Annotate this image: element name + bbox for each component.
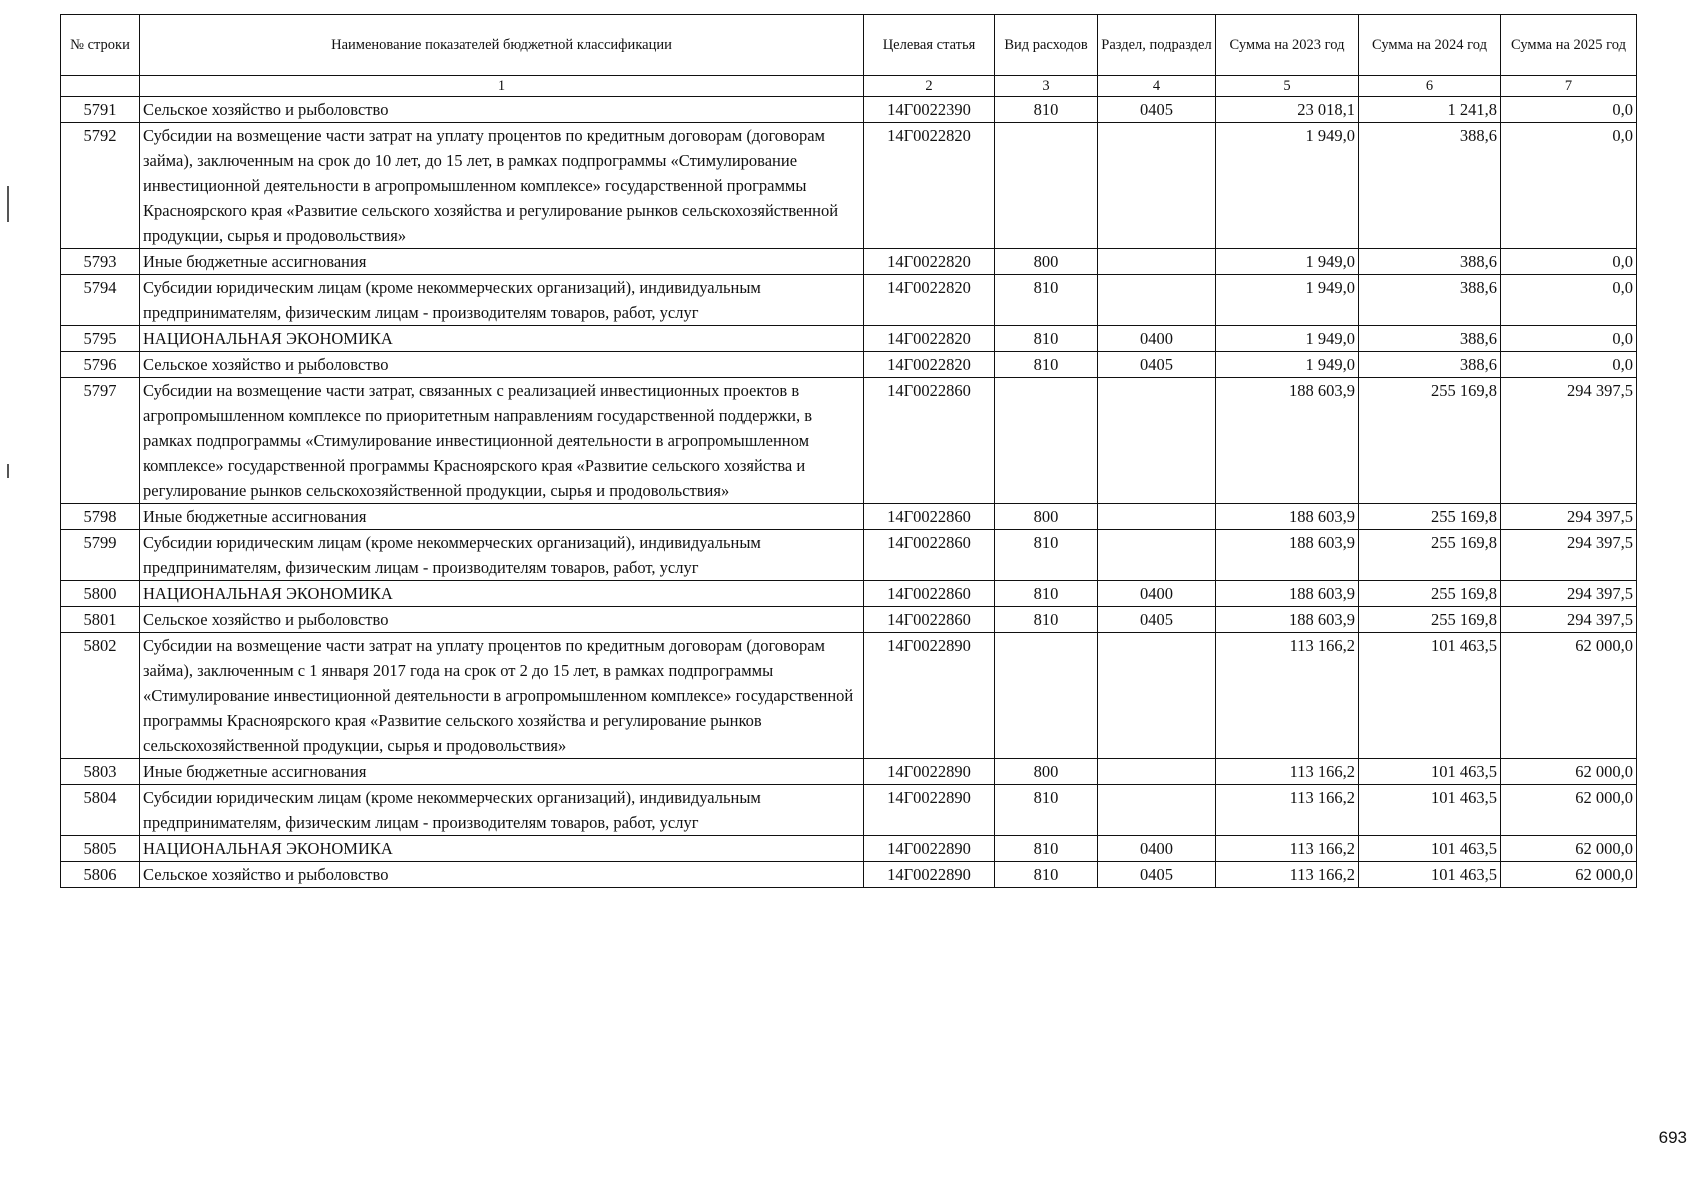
table-row: [61, 378, 1637, 504]
section-cell: 0400: [1098, 581, 1216, 607]
row-name-cell: НАЦИОНАЛЬНАЯ ЭКОНОМИКА: [140, 836, 864, 862]
section-cell: 0405: [1098, 97, 1216, 123]
sum-2025-cell: 294 397,5: [1501, 378, 1637, 504]
sum-2024-cell: 101 463,5: [1359, 759, 1501, 785]
table-row: [61, 759, 1637, 785]
row-name-cell: Субсидии на возмещение части затрат, связанных с реализацией инвестиционных проектов в агропромышленном комплексе по приоритетным направлениям государственной поддержки, в рамках подпрограммы «Стимулирование инвестиционной деятельности в агропромышленном комплексе» государственной программы Красноярского края «Развитие сельского хозяйства и регулирование рынков сельскохозяйственной продукции, сырья и продовольствия»: [140, 378, 864, 504]
target-article-cell: 14Г0022890: [864, 633, 995, 759]
row-number-cell: 5795: [61, 326, 140, 352]
header-expense-type: Вид расходов: [995, 15, 1098, 76]
row-number-cell: 5800: [61, 581, 140, 607]
sum-2024-cell: 255 169,8: [1359, 581, 1501, 607]
target-article-cell: 14Г0022390: [864, 97, 995, 123]
row-number-cell: 5799: [61, 530, 140, 581]
expense-type-cell: 810: [995, 530, 1098, 581]
target-article-cell: 14Г0022860: [864, 530, 995, 581]
sum-2023-cell: 188 603,9: [1216, 607, 1359, 633]
sum-2023-cell: 1 949,0: [1216, 123, 1359, 249]
table-row: [61, 97, 1637, 123]
sum-2023-cell: 188 603,9: [1216, 530, 1359, 581]
row-name-cell: НАЦИОНАЛЬНАЯ ЭКОНОМИКА: [140, 581, 864, 607]
sum-2025-cell: 62 000,0: [1501, 862, 1637, 888]
section-cell: 0405: [1098, 862, 1216, 888]
sum-2024-cell: 101 463,5: [1359, 836, 1501, 862]
column-number: 1: [140, 76, 864, 97]
row-name-cell: НАЦИОНАЛЬНАЯ ЭКОНОМИКА: [140, 326, 864, 352]
sum-2024-cell: 388,6: [1359, 249, 1501, 275]
sum-2023-cell: 113 166,2: [1216, 785, 1359, 836]
sum-2023-cell: 23 018,1: [1216, 97, 1359, 123]
header-row: [61, 15, 1637, 76]
sum-2025-cell: 294 397,5: [1501, 581, 1637, 607]
row-name-cell: Иные бюджетные ассигнования: [140, 504, 864, 530]
expense-type-cell: 810: [995, 581, 1098, 607]
target-article-cell: 14Г0022860: [864, 504, 995, 530]
row-name-cell: Субсидии на возмещение части затрат на уплату процентов по кредитным договорам (договорам займа), заключенным на срок до 10 лет, до 15 лет, в рамках подпрограммы «Стимулирование инвестиционной деятельности в агропромышленном комплексе» государственной программы Красноярского края «Развитие сельского хозяйства и регулирование рынков сельскохозяйственной продукции, сырья и продовольствия»: [140, 123, 864, 249]
sum-2024-cell: 101 463,5: [1359, 633, 1501, 759]
sum-2023-cell: 188 603,9: [1216, 581, 1359, 607]
row-number-cell: 5793: [61, 249, 140, 275]
expense-type-cell: 810: [995, 326, 1098, 352]
target-article-cell: 14Г0022820: [864, 123, 995, 249]
row-number-cell: 5804: [61, 785, 140, 836]
row-name-cell: Иные бюджетные ассигнования: [140, 759, 864, 785]
row-name-cell: Сельское хозяйство и рыболовство: [140, 607, 864, 633]
sum-2025-cell: 0,0: [1501, 249, 1637, 275]
target-article-cell: 14Г0022860: [864, 378, 995, 504]
sum-2024-cell: 1 241,8: [1359, 97, 1501, 123]
section-cell: [1098, 504, 1216, 530]
column-number: 6: [1359, 76, 1501, 97]
column-number: 5: [1216, 76, 1359, 97]
scan-mark: [7, 186, 9, 222]
column-number: 4: [1098, 76, 1216, 97]
sum-2023-cell: 188 603,9: [1216, 504, 1359, 530]
target-article-cell: 14Г0022860: [864, 607, 995, 633]
header-name: Наименование показателей бюджетной классификации: [140, 15, 864, 76]
sum-2023-cell: 113 166,2: [1216, 862, 1359, 888]
sum-2024-cell: 101 463,5: [1359, 862, 1501, 888]
page-number: 693: [1658, 1128, 1687, 1147]
row-name-cell: Субсидии юридическим лицам (кроме некоммерческих организаций), индивидуальным предпринимателям, физическим лицам - производителям товаров, работ, услуг: [140, 530, 864, 581]
header-target-article: Целевая статья: [864, 15, 995, 76]
expense-type-cell: 810: [995, 785, 1098, 836]
sum-2023-cell: 113 166,2: [1216, 759, 1359, 785]
section-cell: 0405: [1098, 607, 1216, 633]
sum-2024-cell: 388,6: [1359, 275, 1501, 326]
sum-2024-cell: 101 463,5: [1359, 785, 1501, 836]
sum-2025-cell: 294 397,5: [1501, 530, 1637, 581]
expense-type-cell: 810: [995, 275, 1098, 326]
column-number-row: [61, 76, 1637, 97]
header-sum-2023: Сумма на 2023 год: [1216, 15, 1359, 76]
table-row: [61, 607, 1637, 633]
section-cell: [1098, 123, 1216, 249]
table-row: [61, 249, 1637, 275]
table-row: [61, 862, 1637, 888]
table-row: [61, 504, 1637, 530]
sum-2023-cell: 113 166,2: [1216, 633, 1359, 759]
section-cell: [1098, 633, 1216, 759]
header-sum-2024: Сумма на 2024 год: [1359, 15, 1501, 76]
sum-2024-cell: 255 169,8: [1359, 607, 1501, 633]
row-name-cell: Сельское хозяйство и рыболовство: [140, 352, 864, 378]
target-article-cell: 14Г0022860: [864, 581, 995, 607]
column-number: 7: [1501, 76, 1637, 97]
section-cell: 0400: [1098, 326, 1216, 352]
target-article-cell: 14Г0022890: [864, 759, 995, 785]
row-number-cell: 5801: [61, 607, 140, 633]
expense-type-cell: 810: [995, 352, 1098, 378]
budget-table: [60, 14, 1637, 888]
target-article-cell: 14Г0022820: [864, 249, 995, 275]
sum-2025-cell: 0,0: [1501, 275, 1637, 326]
sum-2024-cell: 388,6: [1359, 352, 1501, 378]
target-article-cell: 14Г0022820: [864, 275, 995, 326]
section-cell: [1098, 759, 1216, 785]
row-number-cell: 5798: [61, 504, 140, 530]
section-cell: [1098, 249, 1216, 275]
sum-2024-cell: 388,6: [1359, 326, 1501, 352]
column-number: 3: [995, 76, 1098, 97]
sum-2023-cell: 188 603,9: [1216, 378, 1359, 504]
section-cell: 0405: [1098, 352, 1216, 378]
table-row: [61, 530, 1637, 581]
expense-type-cell: 800: [995, 249, 1098, 275]
row-name-cell: Сельское хозяйство и рыболовство: [140, 97, 864, 123]
row-number-cell: 5805: [61, 836, 140, 862]
row-name-cell: Субсидии юридическим лицам (кроме некоммерческих организаций), индивидуальным предпринимателям, физическим лицам - производителям товаров, работ, услуг: [140, 275, 864, 326]
row-number-cell: 5794: [61, 275, 140, 326]
row-name-cell: Субсидии на возмещение части затрат на уплату процентов по кредитным договорам (договорам займа), заключенным с 1 января 2017 года на срок от 2 до 15 лет, в рамках подпрограммы «Стимулирование инвестиционной деятельности в агропромышленном комплексе» государственной программы Красноярского края «Развитие сельского хозяйства и регулирование рынков сельскохозяйственной продукции, сырья и продовольствия»: [140, 633, 864, 759]
expense-type-cell: [995, 633, 1098, 759]
row-number-cell: 5797: [61, 378, 140, 504]
row-number-cell: 5796: [61, 352, 140, 378]
table-row: [61, 633, 1637, 759]
expense-type-cell: 800: [995, 759, 1098, 785]
sum-2025-cell: 62 000,0: [1501, 633, 1637, 759]
section-cell: [1098, 785, 1216, 836]
sum-2025-cell: 62 000,0: [1501, 759, 1637, 785]
table-row: [61, 275, 1637, 326]
expense-type-cell: [995, 378, 1098, 504]
row-name-cell: Сельское хозяйство и рыболовство: [140, 862, 864, 888]
sum-2024-cell: 255 169,8: [1359, 504, 1501, 530]
sum-2025-cell: 0,0: [1501, 326, 1637, 352]
expense-type-cell: 810: [995, 97, 1098, 123]
sum-2025-cell: 0,0: [1501, 97, 1637, 123]
section-cell: [1098, 530, 1216, 581]
expense-type-cell: 810: [995, 607, 1098, 633]
sum-2025-cell: 62 000,0: [1501, 785, 1637, 836]
header-row-no: № строки: [61, 15, 140, 76]
sum-2023-cell: 113 166,2: [1216, 836, 1359, 862]
target-article-cell: 14Г0022890: [864, 862, 995, 888]
section-cell: [1098, 275, 1216, 326]
table-row: [61, 785, 1637, 836]
row-number-cell: 5806: [61, 862, 140, 888]
sum-2025-cell: 0,0: [1501, 352, 1637, 378]
sum-2025-cell: 0,0: [1501, 123, 1637, 249]
row-number-cell: 5791: [61, 97, 140, 123]
sum-2025-cell: 294 397,5: [1501, 504, 1637, 530]
expense-type-cell: [995, 123, 1098, 249]
table-row: [61, 581, 1637, 607]
sum-2023-cell: 1 949,0: [1216, 249, 1359, 275]
column-number: [61, 76, 140, 97]
target-article-cell: 14Г0022890: [864, 836, 995, 862]
target-article-cell: 14Г0022820: [864, 326, 995, 352]
table-row: [61, 352, 1637, 378]
table-row: [61, 326, 1637, 352]
sum-2023-cell: 1 949,0: [1216, 275, 1359, 326]
table-row: [61, 123, 1637, 249]
header-sum-2025: Сумма на 2025 год: [1501, 15, 1637, 76]
sum-2024-cell: 255 169,8: [1359, 530, 1501, 581]
column-number: 2: [864, 76, 995, 97]
sum-2023-cell: 1 949,0: [1216, 352, 1359, 378]
sum-2024-cell: 388,6: [1359, 123, 1501, 249]
row-name-cell: Субсидии юридическим лицам (кроме некоммерческих организаций), индивидуальным предпринимателям, физическим лицам - производителям товаров, работ, услуг: [140, 785, 864, 836]
row-number-cell: 5792: [61, 123, 140, 249]
header-section: Раздел, подраздел: [1098, 15, 1216, 76]
expense-type-cell: 810: [995, 862, 1098, 888]
sum-2025-cell: 62 000,0: [1501, 836, 1637, 862]
section-cell: 0400: [1098, 836, 1216, 862]
sum-2025-cell: 294 397,5: [1501, 607, 1637, 633]
row-name-cell: Иные бюджетные ассигнования: [140, 249, 864, 275]
sum-2023-cell: 1 949,0: [1216, 326, 1359, 352]
table-row: [61, 836, 1637, 862]
expense-type-cell: 800: [995, 504, 1098, 530]
table-body: [61, 97, 1637, 888]
row-number-cell: 5803: [61, 759, 140, 785]
scan-mark: [7, 464, 9, 478]
sum-2024-cell: 255 169,8: [1359, 378, 1501, 504]
target-article-cell: 14Г0022890: [864, 785, 995, 836]
expense-type-cell: 810: [995, 836, 1098, 862]
row-number-cell: 5802: [61, 633, 140, 759]
section-cell: [1098, 378, 1216, 504]
target-article-cell: 14Г0022820: [864, 352, 995, 378]
